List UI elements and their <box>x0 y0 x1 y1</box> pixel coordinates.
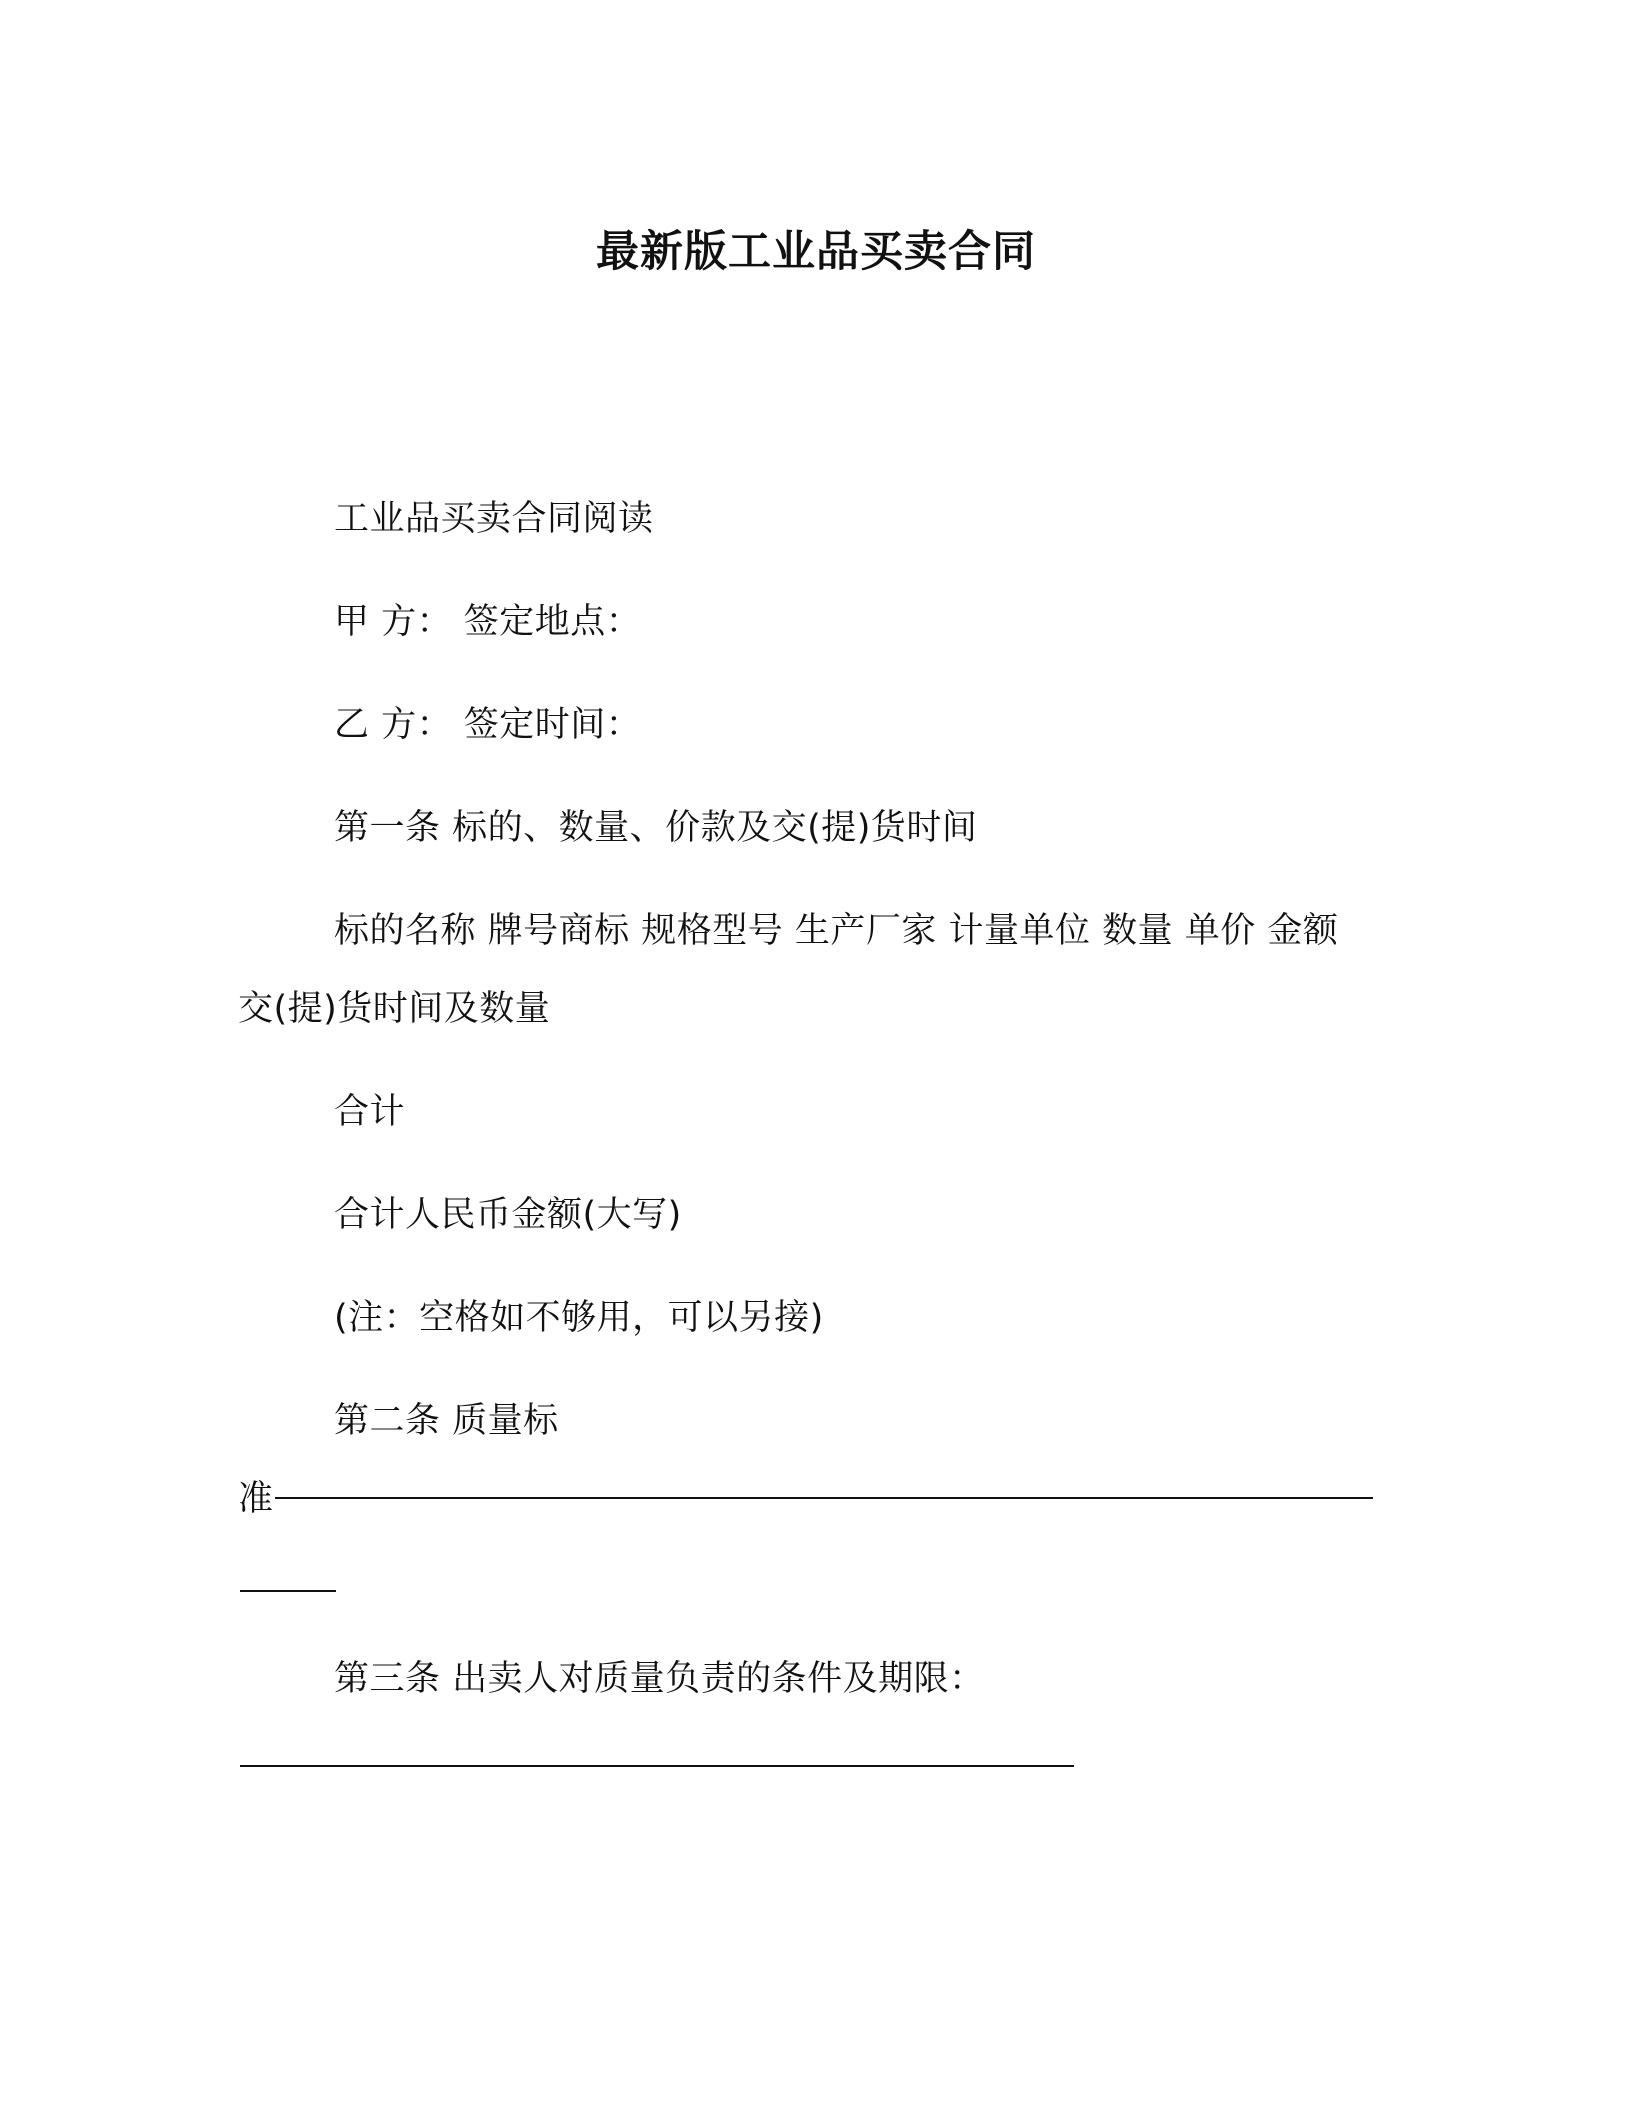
article-2-heading: 第二条 质量标 <box>334 1401 559 1441</box>
article-2-continuation-text: 准 <box>238 1479 274 1519</box>
blank-fill-rule <box>275 1497 1373 1499</box>
party-a-line: 甲 方： 签定地点： <box>334 602 642 642</box>
column-list-line-2: 交(提)货时间及数量 <box>238 989 551 1029</box>
party-b-line: 乙 方： 签定时间： <box>334 705 642 745</box>
document-title: 最新版工业品买卖合同 <box>596 227 1036 277</box>
total-rmb-line: 合计人民币金额(大写) <box>334 1195 682 1235</box>
article-3-blank-rule <box>240 1765 1074 1767</box>
article-1-heading: 第一条 标的、数量、价款及交(提)货时间 <box>334 808 978 848</box>
blank-fill-rule-continuation <box>240 1590 336 1592</box>
subtitle-line: 工业品买卖合同阅读 <box>334 499 654 539</box>
note-line: (注：空格如不够用，可以另接) <box>334 1298 824 1338</box>
total-line: 合计 <box>334 1092 406 1132</box>
article-3-heading: 第三条 出卖人对质量负责的条件及期限： <box>334 1659 985 1699</box>
article-2-continuation <box>238 1474 1373 1524</box>
column-list-line-1: 标的名称 牌号商标 规格型号 生产厂家 计量单位 数量 单价 金额 <box>334 911 1339 951</box>
